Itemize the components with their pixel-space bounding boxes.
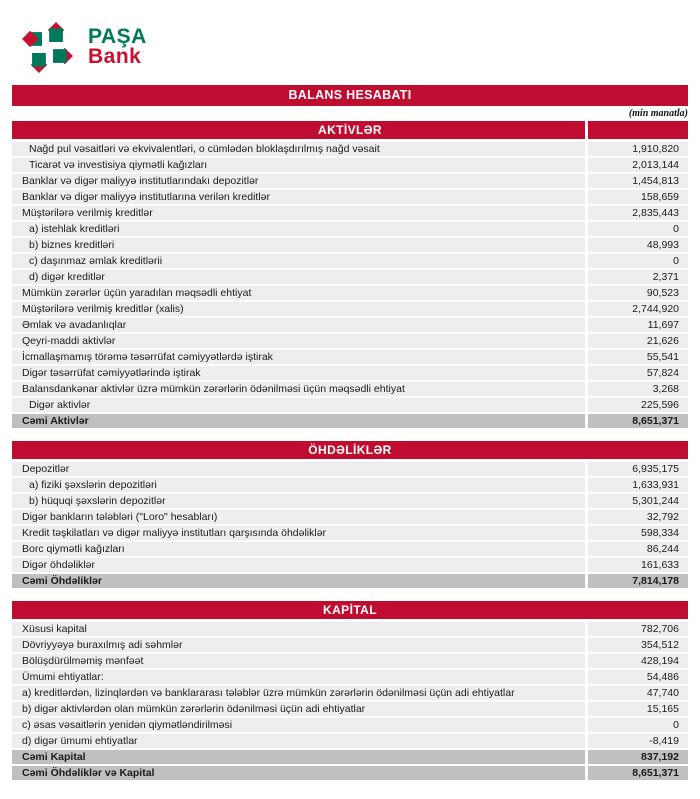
row-label: Əmlak və avadanlıqlar <box>12 318 585 332</box>
table-row <box>12 206 688 220</box>
row-value: 0 <box>588 254 688 268</box>
table-row <box>12 622 688 636</box>
row-label: c) daşınmaz əmlak kreditlərii <box>12 254 585 268</box>
section-kapital <box>12 601 688 780</box>
row-label: Banklar və digər maliyyə institutlarındakı depozitlər <box>12 174 585 188</box>
table-row <box>12 366 688 380</box>
table-row <box>12 718 688 732</box>
row-label: Dövriyyəyə buraxılmış adi səhmlər <box>12 638 585 652</box>
table-row <box>12 702 688 716</box>
row-value: 1,910,820 <box>588 142 688 156</box>
table-row <box>12 190 688 204</box>
table-row <box>12 334 688 348</box>
row-value: 86,244 <box>588 542 688 556</box>
row-value: 6,935,175 <box>588 462 688 476</box>
row-value: 0 <box>588 718 688 732</box>
table-row <box>12 222 688 236</box>
brand-header <box>0 0 700 75</box>
row-label: Xüsusi kapital <box>12 622 585 636</box>
table-row <box>12 398 688 412</box>
row-label: Banklar və digər maliyyə institutlarına verilən kreditlər <box>12 190 585 204</box>
row-label: Ümumi ehtiyatlar: <box>12 670 585 684</box>
row-value: 161,633 <box>588 558 688 572</box>
section-header-bar <box>12 601 688 619</box>
table-row <box>12 382 688 396</box>
row-value: 837,192 <box>588 750 688 764</box>
total-row <box>12 750 688 764</box>
row-value: 428,194 <box>588 654 688 668</box>
row-value: 8,651,371 <box>588 766 688 780</box>
section-aktivler <box>12 121 688 428</box>
section-header-label: ÖHDƏLİKLƏR <box>308 443 392 457</box>
row-label: a) fiziki şəxslərin depozitləri <box>12 478 585 492</box>
row-value: -8,419 <box>588 734 688 748</box>
row-label: d) digər ümumi ehtiyatlar <box>12 734 585 748</box>
table-row <box>12 286 688 300</box>
table-row <box>12 494 688 508</box>
row-label: b) biznes kreditləri <box>12 238 585 252</box>
row-label: Cəmi Kapital <box>12 750 585 764</box>
table-row <box>12 526 688 540</box>
table-row <box>12 510 688 524</box>
row-value: 158,659 <box>588 190 688 204</box>
section-ohdelikler <box>12 441 688 588</box>
brand-name-bottom: Bank <box>88 45 142 68</box>
row-value: 47,740 <box>588 686 688 700</box>
row-label: Depozitlər <box>12 462 585 476</box>
row-value: 2,013,144 <box>588 158 688 172</box>
total-row <box>12 574 688 588</box>
table-row <box>12 254 688 268</box>
row-value: 354,512 <box>588 638 688 652</box>
balance-sheet-sections <box>12 121 688 780</box>
row-value: 11,697 <box>588 318 688 332</box>
row-value: 0 <box>588 222 688 236</box>
table-row <box>12 734 688 748</box>
table-row <box>12 542 688 556</box>
row-value: 57,824 <box>588 366 688 380</box>
row-label: Qeyri-maddi aktivlər <box>12 334 585 348</box>
row-label: Kredit təşkilatları və digər maliyyə institutları qarşısında öhdəliklər <box>12 526 585 540</box>
column-divider <box>585 121 588 139</box>
row-label: a) istehlak kreditləri <box>12 222 585 236</box>
row-label: Digər öhdəliklər <box>12 558 585 572</box>
table-row <box>12 318 688 332</box>
row-value: 5,301,244 <box>588 494 688 508</box>
table-row <box>12 654 688 668</box>
row-value: 54,486 <box>588 670 688 684</box>
table-row <box>12 270 688 284</box>
table-row <box>12 350 688 364</box>
row-label: Ticarət və investisiya qiymətli kağızları <box>12 158 585 172</box>
row-value: 15,165 <box>588 702 688 716</box>
row-label: Müştərilərə verilmiş kreditlər (xalis) <box>12 302 585 316</box>
row-value: 3,268 <box>588 382 688 396</box>
row-label: Bölüşdürülməmiş mənfəət <box>12 654 585 668</box>
table-row <box>12 302 688 316</box>
row-label: Digər bankların tələbləri ("Loro" hesabları) <box>12 510 585 524</box>
total-row <box>12 766 688 780</box>
total-row <box>12 414 688 428</box>
row-value: 48,993 <box>588 238 688 252</box>
section-header-label: AKTİVLƏR <box>318 123 382 137</box>
table-row <box>12 686 688 700</box>
row-label: Balansdankənar aktivlər üzrə mümkün zərərlərin ödənilməsi üçün məqsədli ehtiyat <box>12 382 585 396</box>
row-value: 2,835,443 <box>588 206 688 220</box>
row-label: Cəmi Öhdəliklər <box>12 574 585 588</box>
row-label: b) hüquqi şəxslərin depozitlər <box>12 494 585 508</box>
row-label: Cəmi Öhdəliklər və Kapital <box>12 766 585 780</box>
brand-name-top: PAŞA <box>88 25 147 49</box>
section-header-bar <box>12 441 688 459</box>
row-label: a) kreditlərdən, lizinqlərdən və banklararası tələblər üzrə mümkün zərərlərin ödənilməsi üçün adi ehtiyatlar <box>12 686 585 700</box>
table-row <box>12 558 688 572</box>
row-value: 598,334 <box>588 526 688 540</box>
row-label: İcmallaşmamış törəmə təsərrüfat cəmiyyətlərdə iştirak <box>12 350 585 364</box>
row-value: 21,626 <box>588 334 688 348</box>
row-label: c) əsas vəsaitlərin yenidən qiymətləndirilməsi <box>12 718 585 732</box>
row-label: Digər aktivlər <box>12 398 585 412</box>
row-label: b) digər aktivlərdən olan mümkün zərərlərin ödənilməsi üçün adi ehtiyatlar <box>12 702 585 716</box>
unit-note: (min manatla) <box>628 108 688 119</box>
row-label: Mümkün zərərlər üçün yaradılan məqsədli ehtiyat <box>12 286 585 300</box>
table-row <box>12 174 688 188</box>
table-row <box>12 462 688 476</box>
report-title-bar <box>12 85 688 106</box>
row-label: d) digər kreditlər <box>12 270 585 284</box>
row-value: 90,523 <box>588 286 688 300</box>
pasha-bank-pinwheel-logo-icon <box>20 20 75 75</box>
report-title: BALANS HESABATI <box>288 88 412 102</box>
row-label: Nağd pul vəsaitləri və ekvivalentləri, o cümlədən bloklaşdırılmış nağd vəsait <box>12 142 585 156</box>
row-label: Digər təsərrüfat cəmiyyətlərində iştirak <box>12 366 585 380</box>
row-label: Müştərilərə verilmiş kreditlər <box>12 206 585 220</box>
table-row <box>12 142 688 156</box>
row-value: 32,792 <box>588 510 688 524</box>
row-value: 1,454,813 <box>588 174 688 188</box>
row-value: 1,633,931 <box>588 478 688 492</box>
row-label: Cəmi Aktivlər <box>12 414 585 428</box>
table-row <box>12 638 688 652</box>
section-header-bar <box>12 121 688 139</box>
row-value: 55,541 <box>588 350 688 364</box>
row-value: 225,596 <box>588 398 688 412</box>
section-header-label: KAPİTAL <box>323 603 377 617</box>
table-row <box>12 238 688 252</box>
row-value: 2,744,920 <box>588 302 688 316</box>
table-row <box>12 478 688 492</box>
table-row <box>12 670 688 684</box>
row-value: 782,706 <box>588 622 688 636</box>
row-value: 8,651,371 <box>588 414 688 428</box>
row-label: Borc qiymətli kağızları <box>12 542 585 556</box>
table-row <box>12 158 688 172</box>
row-value: 7,814,178 <box>588 574 688 588</box>
brand-name <box>88 27 147 67</box>
row-value: 2,371 <box>588 270 688 284</box>
